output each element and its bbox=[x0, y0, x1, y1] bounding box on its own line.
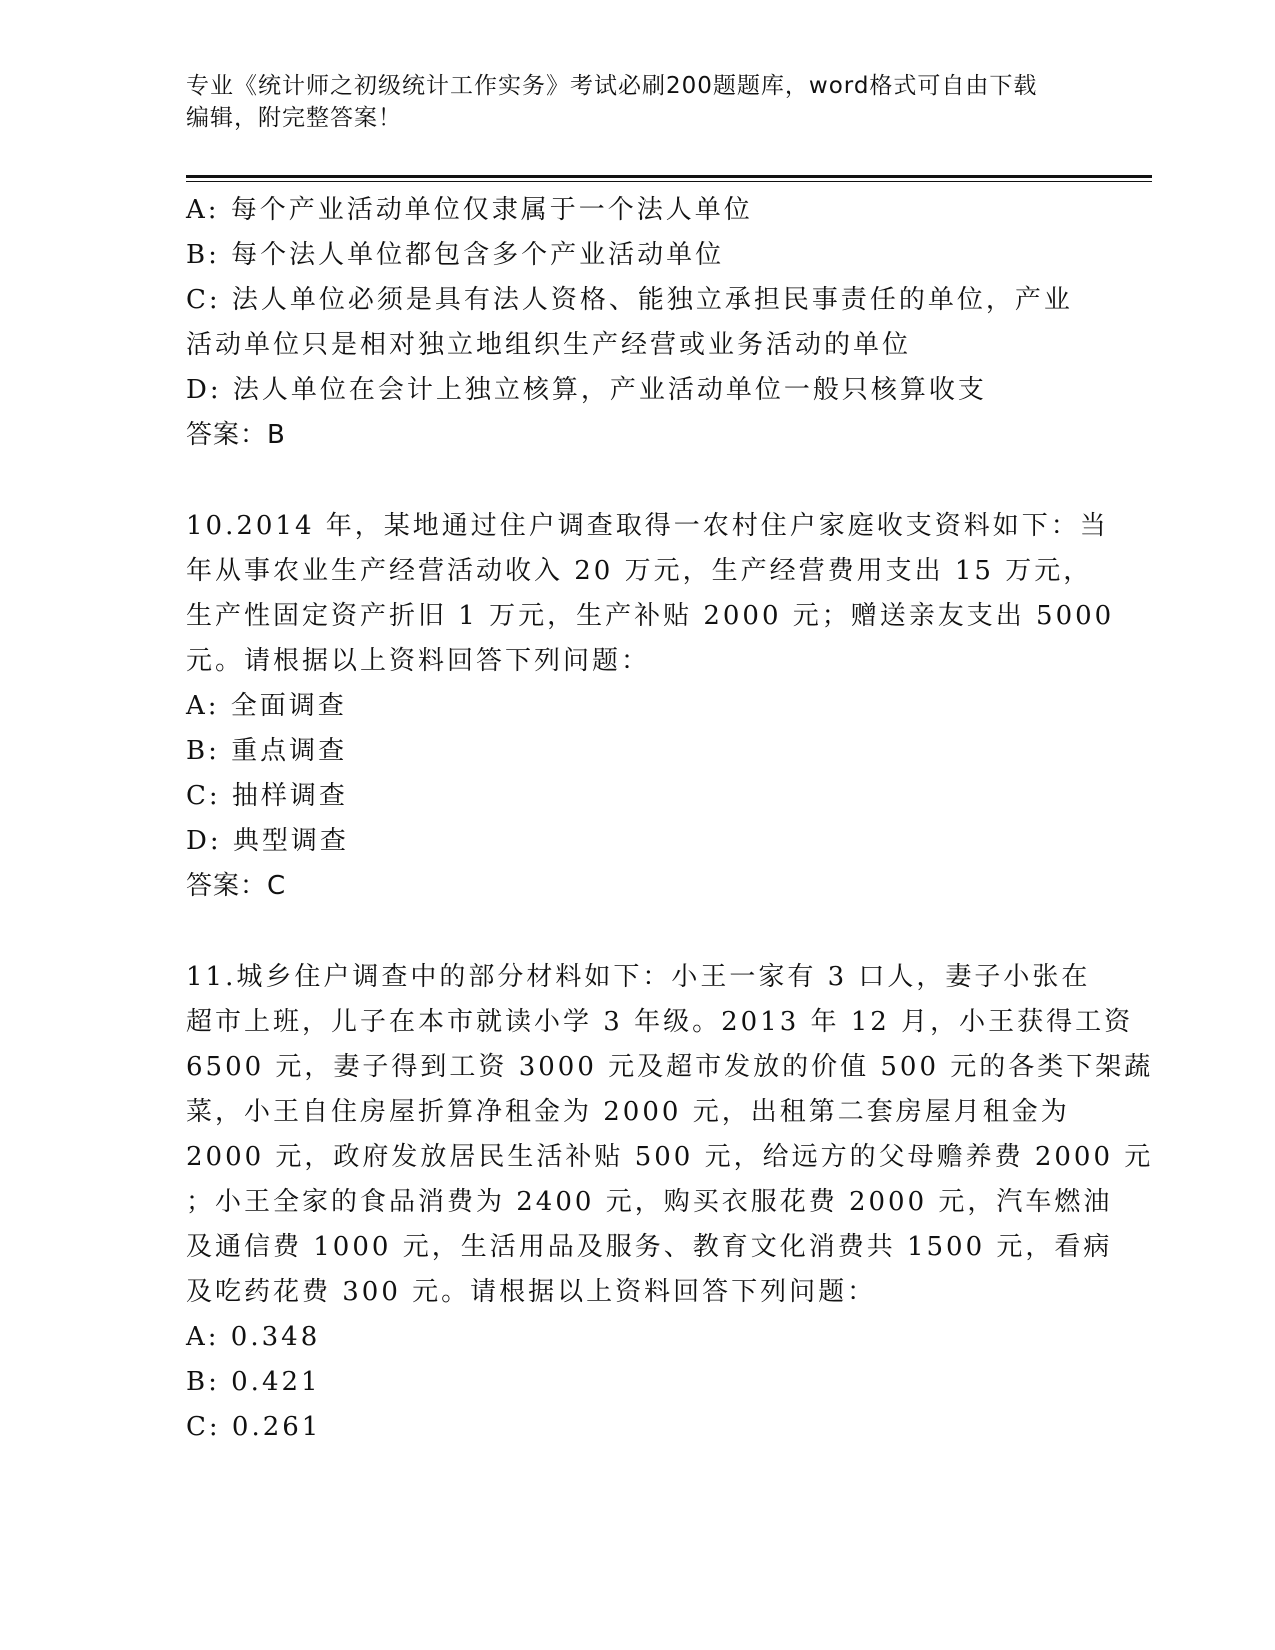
option-a: A: 每个产业活动单位仅隶属于一个法人单位 bbox=[186, 195, 753, 225]
prev-question-block bbox=[186, 188, 1086, 458]
question-10-block bbox=[186, 504, 1115, 909]
question-stem-line: 10.2014 年，某地通过住户调查取得一农村住户家庭收支资料如下：当 bbox=[186, 511, 1109, 541]
option-c-line2: 活动单位只是相对独立地组织生产经营或业务活动的单位 bbox=[186, 330, 912, 360]
document-header bbox=[186, 70, 1086, 134]
option-b: B: 重点调查 bbox=[186, 736, 348, 766]
question-stem-line: 超市上班，儿子在本市就读小学 3 年级。2013 年 12 月，小王获得工资 bbox=[186, 1007, 1134, 1037]
question-stem-line: ；小王全家的食品消费为 2400 元，购买衣服花费 2000 元，汽车燃油 bbox=[186, 1187, 1113, 1217]
option-c: C: 抽样调查 bbox=[186, 781, 348, 811]
question-stem-line: 11.城乡住户调查中的部分材料如下：小王一家有 3 口人，妻子小张在 bbox=[186, 962, 1091, 992]
option-b: B: 每个法人单位都包含多个产业活动单位 bbox=[186, 240, 725, 270]
header-rule-thick bbox=[186, 175, 1152, 178]
option-b: B: 0.421 bbox=[186, 1367, 321, 1397]
header-title-line1: 专业《统计师之初级统计工作实务》考试必刷200题题库，word格式可自由下载 bbox=[186, 73, 1038, 99]
header-title-line2: 编辑，附完整答案！ bbox=[186, 105, 402, 131]
question-stem-line: 6500 元，妻子得到工资 3000 元及超市发放的价值 500 元的各类下架蔬 bbox=[186, 1052, 1154, 1082]
option-c-line1: C: 法人单位必须是具有法人资格、能独立承担民事责任的单位，产业 bbox=[186, 285, 1073, 315]
question-stem-line: 菜，小王自住房屋折算净租金为 2000 元，出租第二套房屋月租金为 bbox=[186, 1097, 1070, 1127]
option-c: C: 0.261 bbox=[186, 1412, 322, 1442]
option-d: D: 法人单位在会计上独立核算，产业活动单位一般只核算收支 bbox=[186, 375, 987, 405]
question-stem-line: 生产性固定资产折旧 1 万元，生产补贴 2000 元；赠送亲友支出 5000 bbox=[186, 601, 1115, 631]
question-stem-line: 元。请根据以上资料回答下列问题： bbox=[186, 646, 651, 676]
option-a: A: 0.348 bbox=[186, 1322, 321, 1352]
question-11-block bbox=[186, 955, 1154, 1450]
question-stem-line: 年从事农业生产经营活动收入 20 万元，生产经营费用支出 15 万元， bbox=[186, 556, 1093, 586]
question-stem-line: 2000 元，政府发放居民生活补贴 500 元，给远方的父母赡养费 2000 元 bbox=[186, 1142, 1154, 1172]
document-body bbox=[186, 188, 1154, 1450]
option-d: D: 典型调查 bbox=[186, 826, 349, 856]
question-stem-line: 及吃药花费 300 元。请根据以上资料回答下列问题： bbox=[186, 1277, 877, 1307]
answer-label: 答案：C bbox=[186, 871, 287, 901]
header-rule-thin bbox=[186, 181, 1152, 182]
question-stem-line: 及通信费 1000 元，生活用品及服务、教育文化消费共 1500 元，看病 bbox=[186, 1232, 1113, 1262]
option-a: A: 全面调查 bbox=[186, 691, 347, 721]
answer-label: 答案：B bbox=[186, 420, 286, 450]
